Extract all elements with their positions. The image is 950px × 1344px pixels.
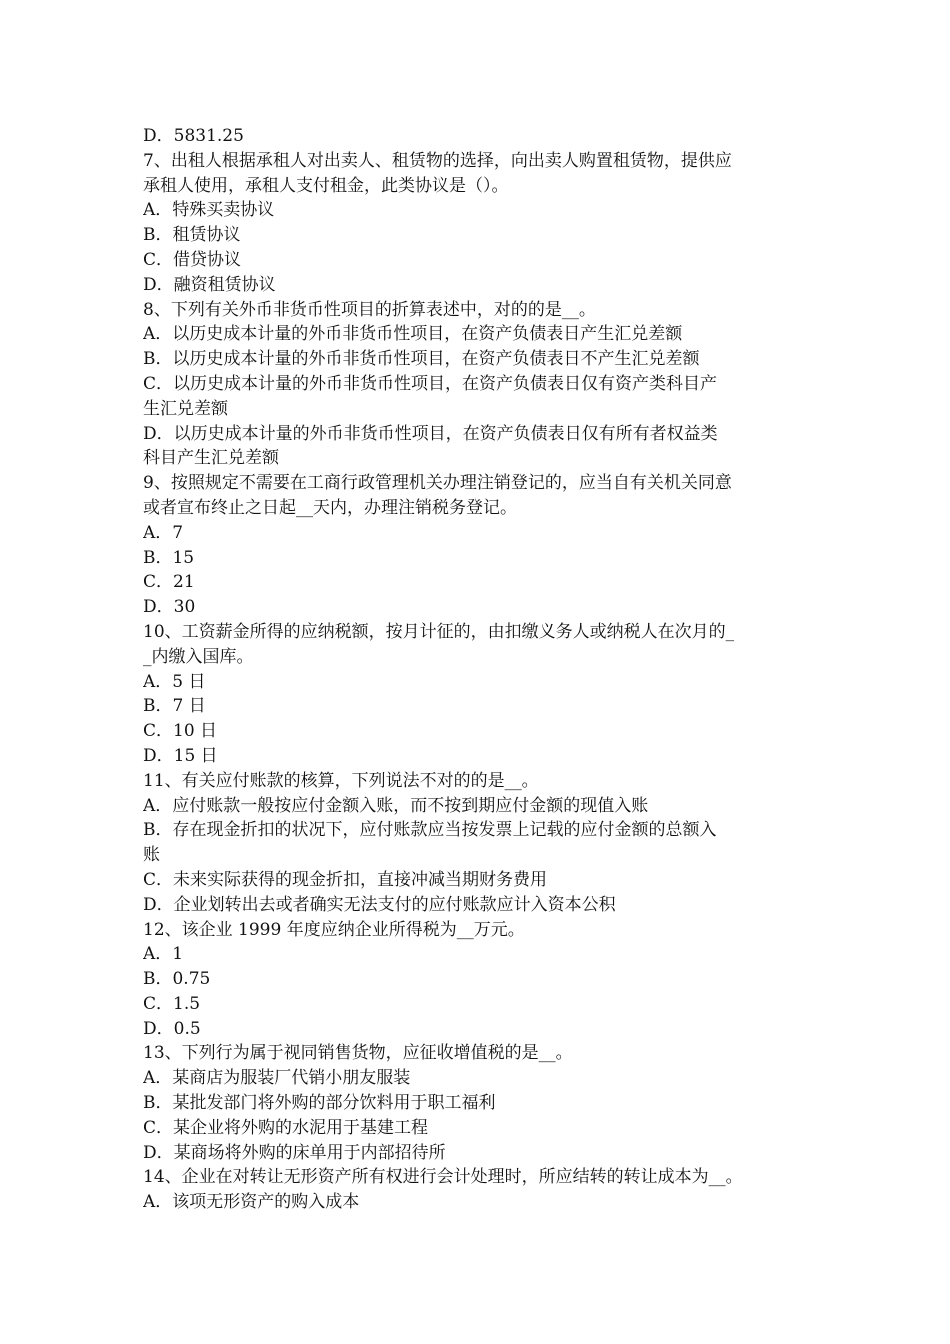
question-14: 14、企业在对转让无形资产所有权进行会计处理时，所应结转的转让成本为__。 <box>143 1167 743 1188</box>
option-c: C．借贷协议 <box>143 249 242 270</box>
question-9: 9、按照规定不需要在工商行政管理机关办理注销登记的，应当自有关机关同意 <box>143 473 732 494</box>
option-d: D．以历史成本计量的外币非货币性项目，在资产负债表日仅有所有者权益类 <box>143 423 718 444</box>
option-a: A．以历史成本计量的外币非货币性项目，在资产负债表日产生汇兑差额 <box>143 324 683 345</box>
option-d: D．企业划转出去或者确实无法支付的应付账款应计入资本公积 <box>143 894 616 915</box>
document-body <box>143 124 811 1215</box>
option-b: B．15 <box>143 547 195 568</box>
option-b: B．存在现金折扣的状况下，应付账款应当按发票上记载的应付金额的总额入 <box>143 820 717 841</box>
option-a: A．5 日 <box>143 671 206 692</box>
question-13: 13、下列行为属于视同销售货物，应征收增值税的是__。 <box>143 1043 573 1064</box>
option-b: B．7 日 <box>143 696 206 717</box>
option-d: D．某商场将外购的床单用于内部招待所 <box>143 1142 446 1163</box>
option-a: A．该项无形资产的购入成本 <box>143 1192 360 1213</box>
option-d: D．融资租赁协议 <box>143 274 276 295</box>
text-line: 承租人使用，承租人支付租金，此类协议是（）。 <box>143 175 509 196</box>
text-line: 科目产生汇兑差额 <box>143 448 279 469</box>
option-c: C．以历史成本计量的外币非货币性项目，在资产负债表日仅有资产类科目产 <box>143 373 718 394</box>
text-line: 生汇兑差额 <box>143 398 228 419</box>
option-a: A．1 <box>143 944 184 965</box>
question-11: 11、有关应付账款的核算，下列说法不对的的是__。 <box>143 770 539 791</box>
text-line: 或者宣布终止之日起__天内，办理注销税务登记。 <box>143 497 517 518</box>
option-c: C．某企业将外购的水泥用于基建工程 <box>143 1117 429 1138</box>
option-c: C．10 日 <box>143 721 218 742</box>
option-d: D．15 日 <box>143 745 218 766</box>
question-7: 7、出租人根据承租人对出卖人、租赁物的选择，向出卖人购置租赁物，提供应 <box>143 150 732 171</box>
option-b: B．租赁协议 <box>143 225 241 246</box>
option-b: B．以历史成本计量的外币非货币性项目，在资产负债表日不产生汇兑差额 <box>143 349 700 370</box>
text-line: D．5831.25 <box>143 126 244 146</box>
question-10: 10、工资薪金所得的应纳税额，按月计征的，由扣缴义务人或纳税人在次月的_ <box>143 621 735 642</box>
option-c: C．1.5 <box>143 993 201 1014</box>
question-12: 12、该企业 1999 年度应纳企业所得税为__万元。 <box>143 919 525 940</box>
option-c: C．未来实际获得的现金折扣，直接冲减当期财务费用 <box>143 869 548 890</box>
option-b: B．0.75 <box>143 969 211 990</box>
option-a: A．应付账款一般按应付金额入账，而不按到期应付金额的现值入账 <box>143 795 649 816</box>
text-line: _内缴入国库。 <box>143 646 254 667</box>
option-a: A．特殊买卖协议 <box>143 200 275 221</box>
option-d: D．0.5 <box>143 1018 201 1039</box>
option-d: D．30 <box>143 597 196 618</box>
option-a: A．7 <box>143 522 184 543</box>
option-a: A．某商店为服装厂代销小朋友服装 <box>143 1068 411 1089</box>
option-c: C．21 <box>143 572 195 593</box>
option-b: B．某批发部门将外购的部分饮料用于职工福利 <box>143 1093 496 1114</box>
question-8: 8、下列有关外币非货币性项目的折算表述中，对的的是__。 <box>143 299 596 320</box>
text-line: 账 <box>143 845 160 866</box>
